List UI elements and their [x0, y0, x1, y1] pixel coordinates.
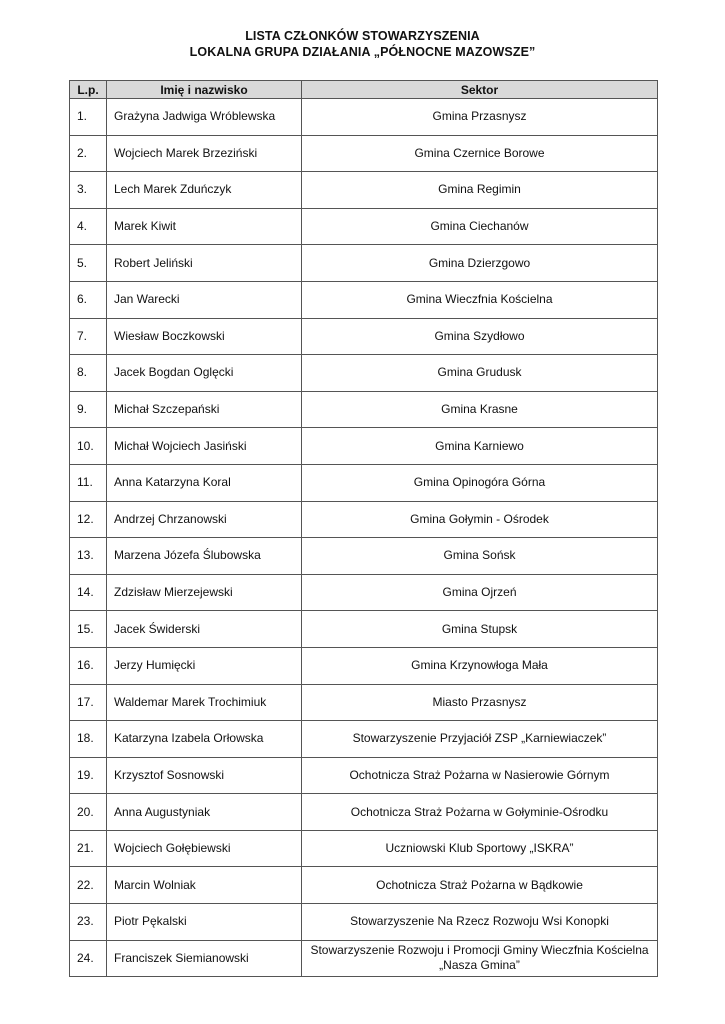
table-row: [70, 391, 658, 428]
row-number: 24.: [70, 940, 107, 977]
row-number: 10.: [70, 428, 107, 465]
table-row: [70, 904, 658, 941]
row-number: 22.: [70, 867, 107, 904]
table-row: [70, 464, 658, 501]
member-sector: Gmina Gołymin - Ośrodek: [302, 501, 658, 538]
table-header: [70, 81, 658, 99]
member-name: Grażyna Jadwiga Wróblewska: [107, 99, 302, 136]
row-number: 9.: [70, 391, 107, 428]
row-number: 8.: [70, 355, 107, 392]
table-row: [70, 318, 658, 355]
member-name: Robert Jeliński: [107, 245, 302, 282]
member-name: Anna Katarzyna Koral: [107, 464, 302, 501]
member-sector: Stowarzyszenie Na Rzecz Rozwoju Wsi Konopki: [302, 904, 658, 941]
table-row: [70, 940, 658, 977]
member-sector: Gmina Opinogóra Górna: [302, 464, 658, 501]
member-sector: Gmina Wieczfnia Kościelna: [302, 281, 658, 318]
member-sector: Gmina Ciechanów: [302, 208, 658, 245]
member-name: Wiesław Boczkowski: [107, 318, 302, 355]
row-number: 12.: [70, 501, 107, 538]
member-sector: Gmina Sońsk: [302, 538, 658, 575]
member-sector: Gmina Stupsk: [302, 611, 658, 648]
member-name: Jan Warecki: [107, 281, 302, 318]
member-sector: Stowarzyszenie Przyjaciół ZSP „Karniewiaczek”: [302, 721, 658, 758]
row-number: 3.: [70, 172, 107, 209]
row-number: 18.: [70, 721, 107, 758]
title-line-1: LISTA CZŁONKÓW STOWARZYSZENIA: [245, 29, 480, 43]
member-sector: Gmina Regimin: [302, 172, 658, 209]
member-sector: Gmina Szydłowo: [302, 318, 658, 355]
member-sector: Miasto Przasnysz: [302, 684, 658, 721]
row-number: 6.: [70, 281, 107, 318]
member-name: Piotr Pękalski: [107, 904, 302, 941]
row-number: 14.: [70, 574, 107, 611]
row-number: 20.: [70, 794, 107, 831]
member-sector: Gmina Ojrzeń: [302, 574, 658, 611]
member-name: Michał Szczepański: [107, 391, 302, 428]
table-row: [70, 794, 658, 831]
header-lp: L.p.: [70, 81, 107, 99]
member-name: Jacek Świderski: [107, 611, 302, 648]
table-row: [70, 99, 658, 136]
row-number: 7.: [70, 318, 107, 355]
header-row: [70, 81, 658, 99]
table-row: [70, 245, 658, 282]
row-number: 19.: [70, 757, 107, 794]
table-row: [70, 830, 658, 867]
table-row: [70, 538, 658, 575]
member-name: Marzena Józefa Ślubowska: [107, 538, 302, 575]
member-name: Marek Kiwit: [107, 208, 302, 245]
row-number: 2.: [70, 135, 107, 172]
row-number: 4.: [70, 208, 107, 245]
table-row: [70, 647, 658, 684]
title-line-2: LOKALNA GRUPA DZIAŁANIA „PÓŁNOCNE MAZOWSZE”: [189, 45, 536, 59]
member-sector: Gmina Dzierzgowo: [302, 245, 658, 282]
row-number: 21.: [70, 830, 107, 867]
member-sector: Uczniowski Klub Sportowy „ISKRA”: [302, 830, 658, 867]
member-name: Andrzej Chrzanowski: [107, 501, 302, 538]
member-sector: Ochotnicza Straż Pożarna w Gołyminie-Ośrodku: [302, 794, 658, 831]
row-number: 11.: [70, 464, 107, 501]
table-row: [70, 611, 658, 648]
member-sector: Gmina Przasnysz: [302, 99, 658, 136]
members-table: [69, 80, 658, 977]
member-sector: Ochotnicza Straż Pożarna w Nasierowie Górnym: [302, 757, 658, 794]
member-name: Jerzy Humięcki: [107, 647, 302, 684]
member-sector: Gmina Grudusk: [302, 355, 658, 392]
member-sector: Gmina Czernice Borowe: [302, 135, 658, 172]
row-number: 13.: [70, 538, 107, 575]
table-row: [70, 501, 658, 538]
table-row: [70, 281, 658, 318]
member-sector: Gmina Karniewo: [302, 428, 658, 465]
row-number: 23.: [70, 904, 107, 941]
header-sector: Sektor: [302, 81, 658, 99]
table-body: [70, 99, 658, 977]
row-number: 16.: [70, 647, 107, 684]
member-name: Katarzyna Izabela Orłowska: [107, 721, 302, 758]
row-number: 5.: [70, 245, 107, 282]
table-row: [70, 135, 658, 172]
row-number: 15.: [70, 611, 107, 648]
member-name: Michał Wojciech Jasiński: [107, 428, 302, 465]
member-name: Krzysztof Sosnowski: [107, 757, 302, 794]
table-row: [70, 208, 658, 245]
member-sector: Gmina Krasne: [302, 391, 658, 428]
table-row: [70, 428, 658, 465]
member-sector: Stowarzyszenie Rozwoju i Promocji Gminy Wieczfnia Kościelna „Nasza Gmina”: [302, 940, 658, 977]
table-row: [70, 721, 658, 758]
header-name: Imię i nazwisko: [107, 81, 302, 99]
table-row: [70, 684, 658, 721]
table-row: [70, 172, 658, 209]
member-sector: Gmina Krzynowłoga Mała: [302, 647, 658, 684]
member-name: Wojciech Marek Brzeziński: [107, 135, 302, 172]
member-name: Jacek Bogdan Oglęcki: [107, 355, 302, 392]
table-row: [70, 574, 658, 611]
row-number: 17.: [70, 684, 107, 721]
document-title: [0, 28, 725, 60]
table-row: [70, 355, 658, 392]
member-name: Marcin Wolniak: [107, 867, 302, 904]
member-name: Waldemar Marek Trochimiuk: [107, 684, 302, 721]
member-name: Lech Marek Zduńczyk: [107, 172, 302, 209]
table-row: [70, 757, 658, 794]
member-name: Zdzisław Mierzejewski: [107, 574, 302, 611]
member-name: Anna Augustyniak: [107, 794, 302, 831]
member-sector: Ochotnicza Straż Pożarna w Bądkowie: [302, 867, 658, 904]
row-number: 1.: [70, 99, 107, 136]
member-name: Wojciech Gołębiewski: [107, 830, 302, 867]
member-name: Franciszek Siemianowski: [107, 940, 302, 977]
table-row: [70, 867, 658, 904]
